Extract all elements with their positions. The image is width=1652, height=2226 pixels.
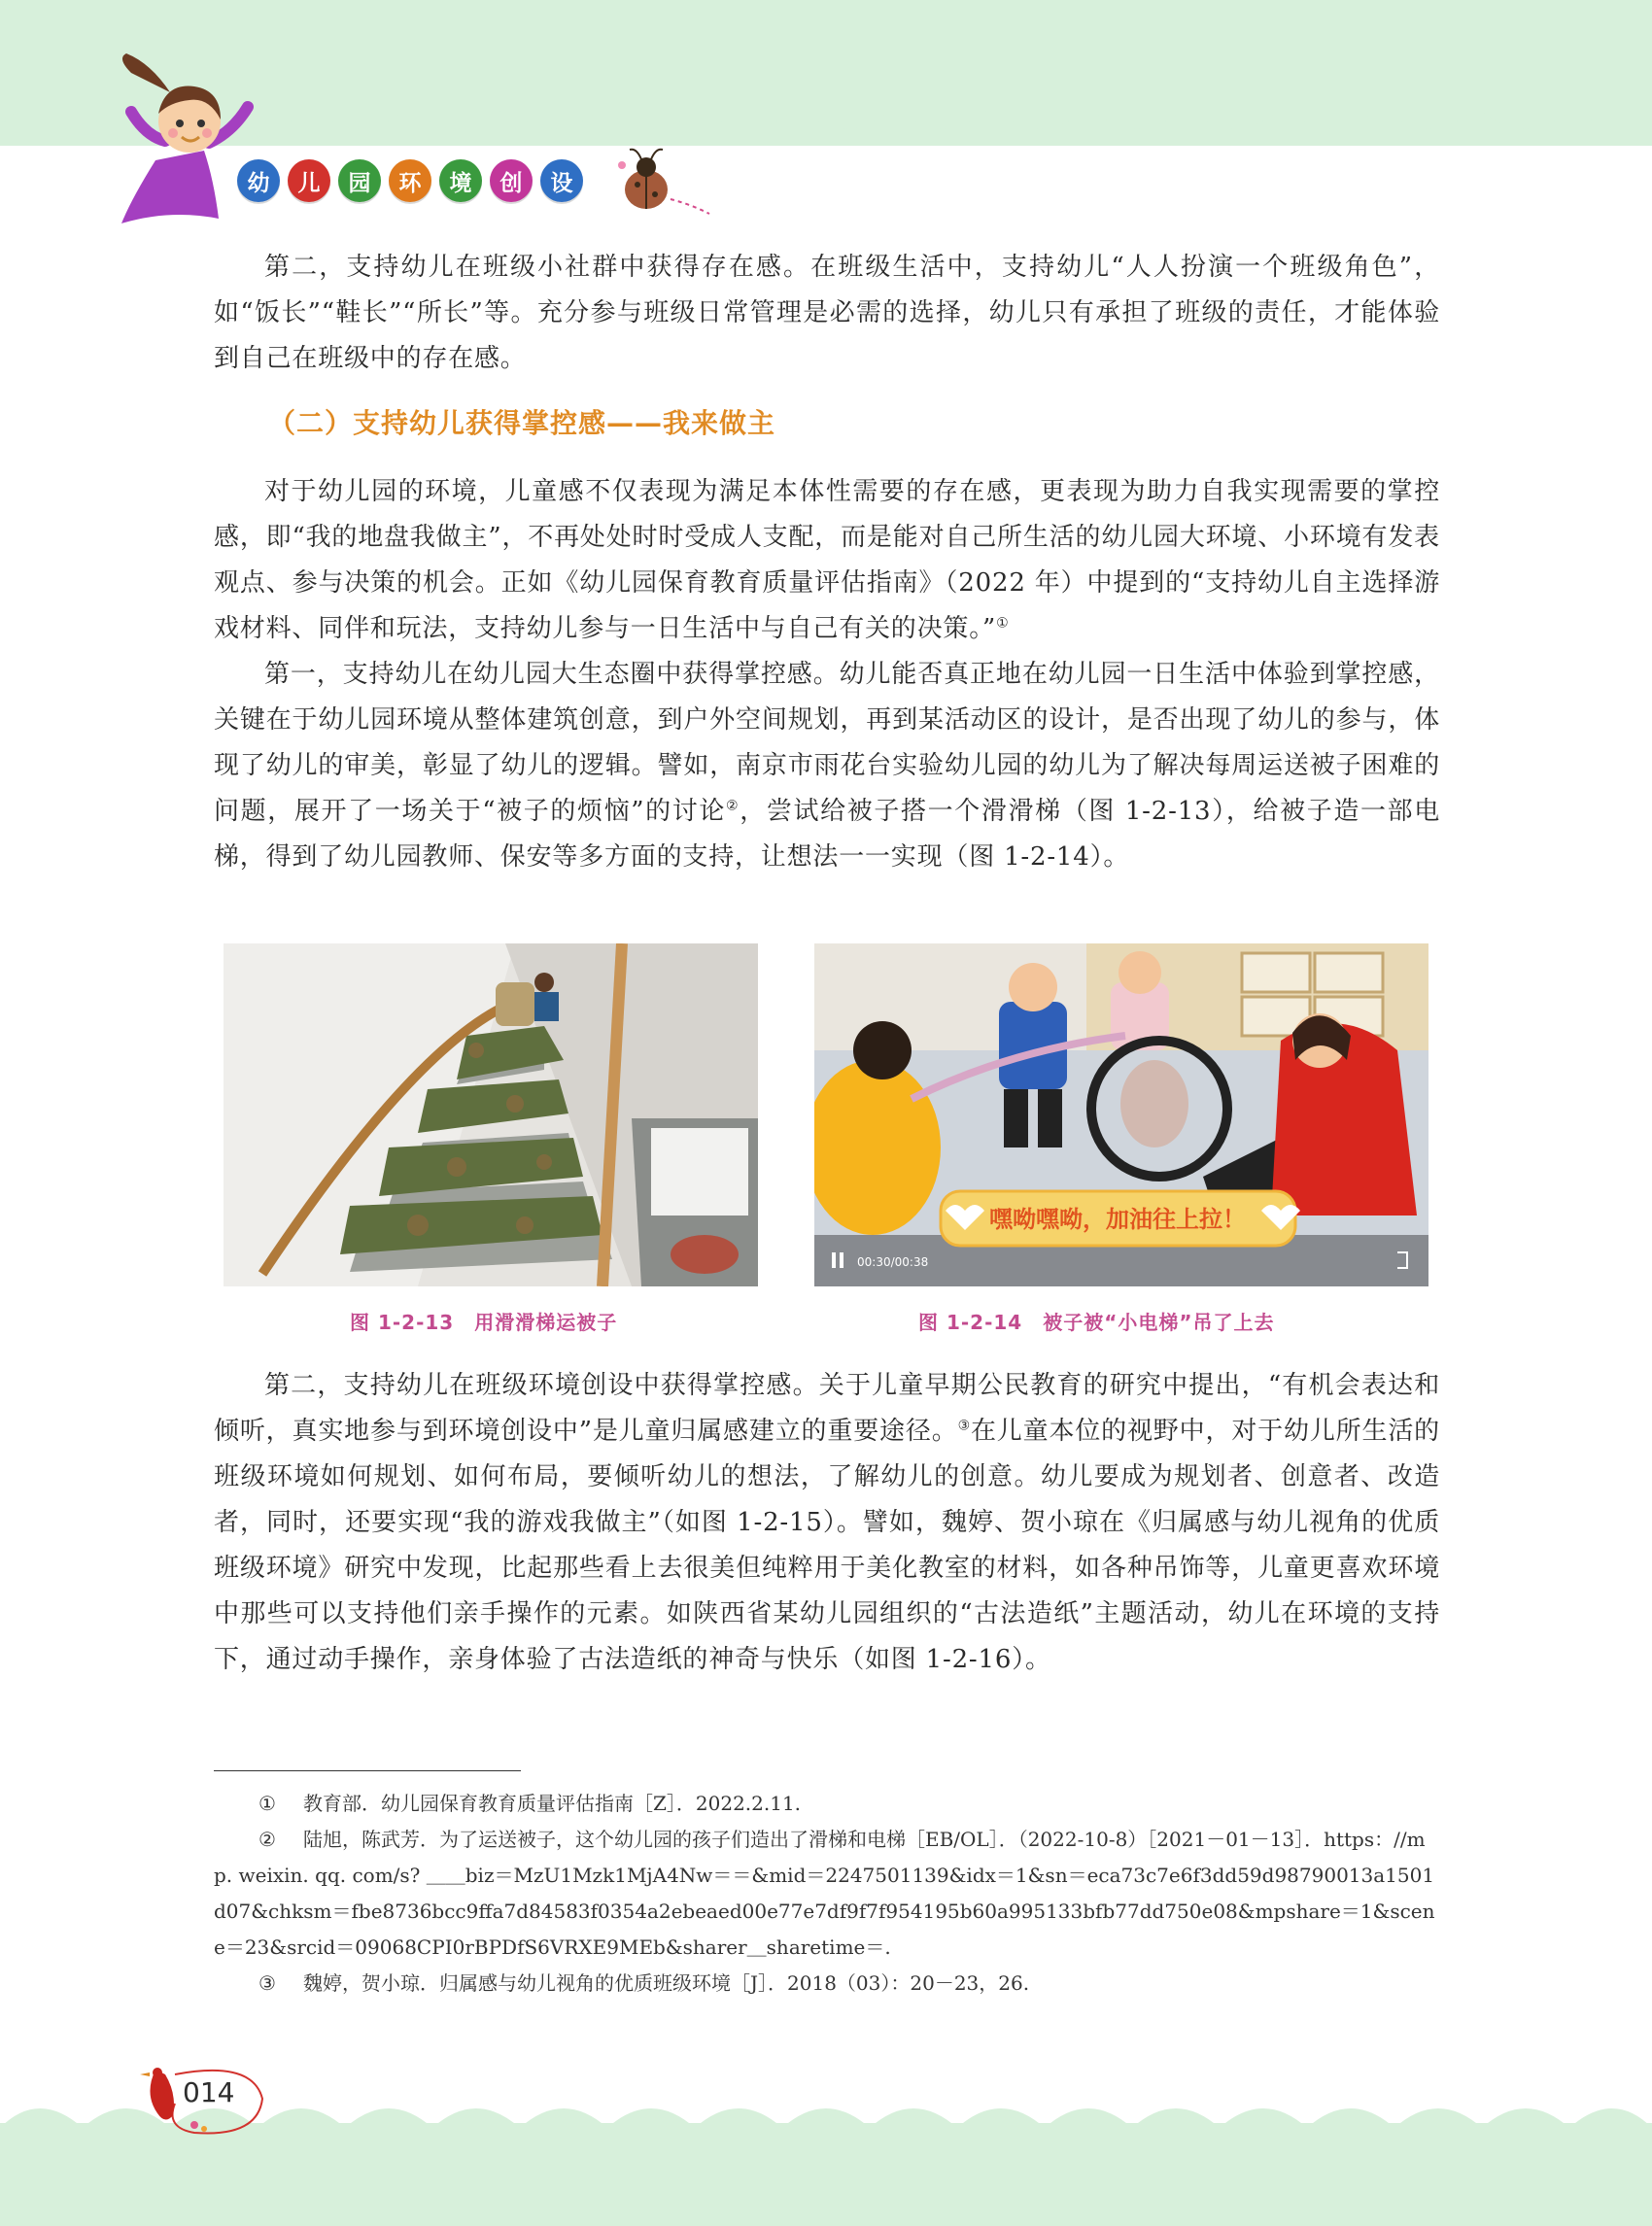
title-char: 儿 [288,159,330,202]
paragraph [214,1363,1440,1683]
footnote-text: 魏婷，贺小琼．归属感与幼儿视角的优质班级环境［J］．2018（03）：20－23，26. [303,1971,1030,1995]
footnote-number: ② [258,1828,276,1851]
photo-rope-elevator [814,943,1428,1286]
footnote-text: 陆旭，陈武芳．为了运送被子，这个幼儿园的孩子们造出了滑梯和电梯［EB/OL］．（2022-10-8）［2021－01－13］．https：//mp. weixin. qq. com/s? ＿＿biz＝MzU1Mzk1MjA4Nw＝＝&mid＝2247501139&idx＝1&sn＝eca73c7e6f3dd59d98790013a1501d07&chksm＝fbe8736bcc9ffa7d84583f0354a2ebeaed00e77e7df9f7f954195b60a995133bfb77dd750e08&mpshare＝1&scene＝23&srcid＝09068CPI0rBPDfS6VRXE9MEb&sharer＿sharetime＝. [214,1828,1435,1959]
footnote-ref: ② [726,798,740,814]
paragraph-text: ，尝试给被子搭一个滑滑梯（图 1-2-13），给被子造一部电梯，得到了幼儿园教师、保安等多方面的支持，让想法一一实现（图 1-2-14）。 [214,797,1440,872]
title-char: 创 [490,159,533,202]
paragraph [214,469,1440,652]
paragraph-text: 对于幼儿园的环境，儿童感不仅表现为满足本体性需要的存在感，更表现为助力自我实现需要的掌控感，即“我的地盘我做主”，不再处处时时受成人支配，而是能对自己所生活的幼儿园大环境、小环境有发表观点、参与决策的机会。正如《幼儿园保育教育质量评估指南》（2022 年）中提到的“支持幼儿自主选择游戏材料、同伴和玩法，支持幼儿参与一日生活中与自己有关的决策。” [214,477,1440,643]
body-text-top [214,245,1440,382]
photo-stair-slide [224,943,758,1286]
footnote-text: 教育部．幼儿园保育教育质量评估指南［Z］．2022.2.11. [303,1792,802,1815]
footnotes [214,1786,1440,2002]
video-subtitle: 嘿呦嘿呦，加油往上拉！ [989,1206,1246,1233]
page-number-badge [136,2055,292,2142]
figure-caption: 图 1-2-14 被子被“小电梯”吊了上去 [918,1311,1275,1334]
body-text-mastery [214,469,1440,880]
page-number: 014 [183,2076,235,2108]
footnote-number: ① [258,1792,276,1815]
body-text-bottom [214,1363,1440,1683]
title-char: 环 [389,159,431,202]
paragraph [214,652,1440,880]
paragraph: 第二，支持幼儿在班级小社群中获得存在感。在班级生活中，支持幼儿“人人扮演一个班级角色”，如“饭长”“鞋长”“所长”等。充分参与班级日常管理是必需的选择，幼儿只有承担了班级的责任，才能体验到自己在班级中的存在感。 [214,253,1440,373]
footnote-divider [214,1770,521,1771]
section-heading: （二）支持幼儿获得掌控感——我来做主 [268,407,776,439]
footnote-number: ③ [258,1971,276,1995]
paragraph-text: 在儿童本位的视野中，对于幼儿所生活的班级环境如何规划、如何布局，要倾听幼儿的想法，了解幼儿的创意。幼儿要成为规划者、创意者、改造者，同时，还要实现“我的游戏我做主”（如图 1-2-15）。譬如，魏婷、贺小琼在《归属感与幼儿视角的优质班级环境》研究中发现，比起那些看上去很美但纯粹用于美化教室的材料，如各种吊饰等，儿童更喜欢环境中那些可以支持他们亲手操作的元素。如陕西省某幼儿园组织的“古法造纸”主题活动，幼儿在环境的支持下，通过动手操作，亲身体验了古法造纸的神奇与快乐（如图 1-2-16）。 [214,1417,1441,1674]
footnote-ref: ③ [957,1418,971,1434]
ladybug-icon [602,146,719,223]
footnote [214,1822,1440,1966]
footnote [214,1966,1440,2002]
title-char: 幼 [237,159,280,202]
video-time: 00:30/00:38 [857,1255,929,1269]
footnote-ref: ① [996,615,1010,632]
paragraph-text: 第二，支持幼儿在班级环境创设中获得掌控感。关于儿童早期公民教育的研究中提出，“有机会表达和倾听，真实地参与到环境创设中”是儿童归属感建立的重要途径。 [214,1371,1440,1446]
paragraph-text: 第一，支持幼儿在幼儿园大生态圈中获得掌控感。幼儿能否真正地在幼儿园一日生活中体验到掌控感，关键在于幼儿园环境从整体建筑创意，到户外空间规划，再到某活动区的设计，是否出现了幼儿的参与，体现了幼儿的审美，彰显了幼儿的逻辑。譬如，南京市雨花台实验幼儿园的幼儿为了解决每周运送被子困难的问题，展开了一场关于“被子的烦恼”的讨论 [214,660,1440,826]
footnote [214,1786,1440,1822]
header-title [237,159,583,202]
title-char: 园 [338,159,381,202]
title-char: 境 [439,159,482,202]
figure-caption: 图 1-2-13 用滑滑梯运被子 [350,1311,618,1334]
title-char: 设 [540,159,583,202]
girl-mascot-icon [112,53,267,228]
